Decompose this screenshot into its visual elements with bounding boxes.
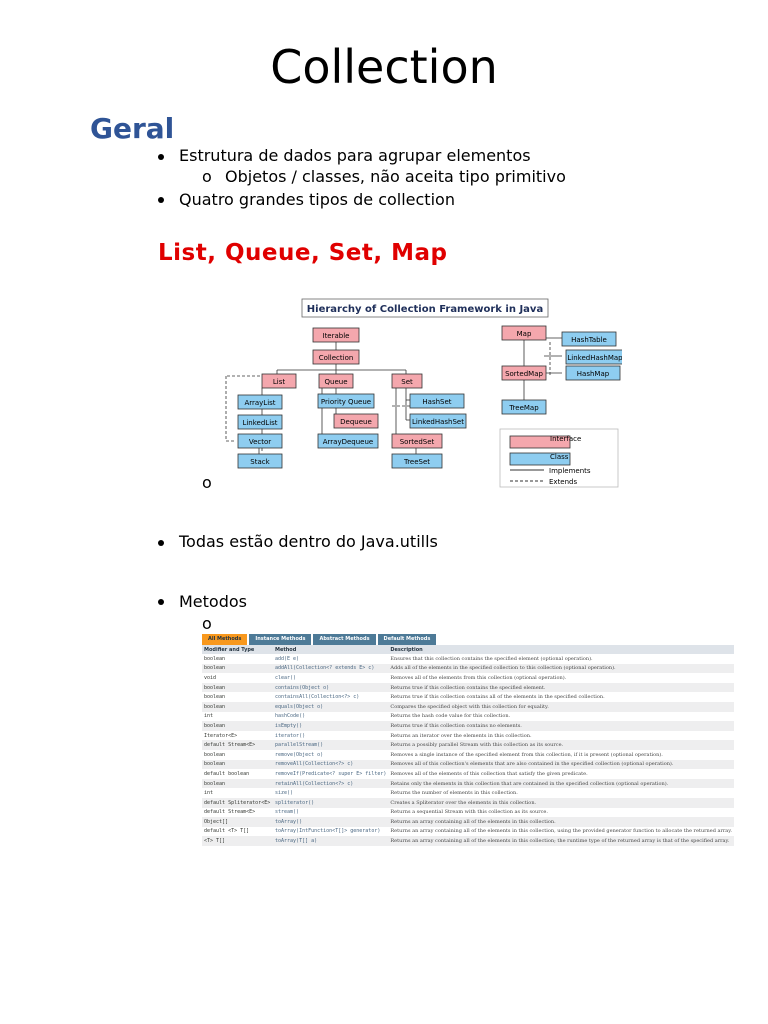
table-row	[202, 683, 734, 693]
method-cell[interactable]: toArray()	[273, 817, 388, 827]
column-header: Method	[273, 645, 388, 654]
description-cell: Removes all of the elements of this collection that satisfy the given predicate.	[388, 769, 734, 779]
modifier-cell: boolean	[202, 779, 273, 789]
modifier-cell: boolean	[202, 702, 273, 712]
diagram-title: Hierarchy of Collection Framework in Java	[306, 304, 544, 315]
method-cell[interactable]: hashCode()	[273, 712, 388, 722]
method-cell[interactable]: iterator()	[273, 731, 388, 741]
description-cell: Removes a single instance of the specified element from this collection, if it is present (optional operation).	[388, 750, 734, 760]
modifier-cell: Object[]	[202, 817, 273, 827]
legend-extends-label: Extends	[549, 478, 578, 486]
tab-abstract-methods[interactable]: Abstract Methods	[313, 634, 375, 645]
legend-implements-label: Implements	[549, 467, 591, 475]
table-row	[202, 750, 734, 760]
modifier-cell: int	[202, 788, 273, 798]
bullet-icon	[158, 154, 164, 160]
table-row	[202, 836, 734, 846]
methods-table	[202, 645, 734, 846]
label-priorityqueue: Priority Queue	[320, 398, 372, 406]
legend-interface-label: Interface	[550, 435, 582, 443]
description-cell: Retains only the elements in this collection that are contained in the specified collection (optional operation).	[388, 779, 734, 789]
table-row	[202, 827, 734, 837]
legend-class-label: Class	[550, 453, 569, 461]
modifier-cell: default Spliterator<E>	[202, 798, 273, 808]
list-item: Quatro grandes tipos de collection	[179, 190, 455, 209]
sub-bullet-marker: o	[202, 473, 212, 492]
description-cell: Returns a possibly parallel Stream with this collection as its source.	[388, 740, 734, 750]
table-row	[202, 664, 734, 674]
label-dequeue: Dequeue	[340, 418, 372, 426]
modifier-cell: boolean	[202, 721, 273, 731]
table-row	[202, 808, 734, 818]
sub-list-item: Objetos / classes, não aceita tipo primitivo	[225, 167, 566, 186]
collection-hierarchy-diagram	[222, 296, 622, 488]
method-cell[interactable]: spliterator()	[273, 798, 388, 808]
section-heading-geral: Geral	[90, 112, 175, 145]
modifier-cell: default Stream<E>	[202, 740, 273, 750]
method-cell[interactable]: containsAll(Collection<?> c)	[273, 692, 388, 702]
label-set: Set	[401, 378, 413, 386]
method-cell[interactable]: toArray(T[] a)	[273, 836, 388, 846]
table-row	[202, 702, 734, 712]
description-cell: Ensures that this collection contains the specified element (optional operation).	[388, 654, 734, 664]
description-cell: Returns an array containing all of the elements in this collection; the runtime type of the returned array is that of the specified array.	[388, 836, 734, 846]
table-row	[202, 721, 734, 731]
description-cell: Returns an iterator over the elements in this collection.	[388, 731, 734, 741]
table-row	[202, 779, 734, 789]
description-cell: Returns an array containing all of the elements in this collection.	[388, 817, 734, 827]
method-cell[interactable]: isEmpty()	[273, 721, 388, 731]
sub-bullet-marker: o	[202, 167, 212, 186]
table-row	[202, 740, 734, 750]
label-treemap: TreeMap	[509, 404, 539, 412]
description-cell: Returns true if this collection contains the specified element.	[388, 683, 734, 693]
method-cell[interactable]: contains(Object o)	[273, 683, 388, 693]
label-arraydequeue: ArrayDequeue	[322, 438, 374, 446]
label-list: List	[272, 378, 286, 386]
table-row	[202, 731, 734, 741]
list-item: Metodos	[179, 592, 247, 611]
description-cell: Returns true if this collection contains no elements.	[388, 721, 734, 731]
modifier-cell: default Stream<E>	[202, 808, 273, 818]
bullet-icon	[158, 197, 164, 203]
label-map: Map	[516, 330, 532, 338]
description-cell: Compares the specified object with this collection for equality.	[388, 702, 734, 712]
modifier-cell: void	[202, 673, 273, 683]
method-cell[interactable]: addAll(Collection<? extends E> c)	[273, 664, 388, 674]
modifier-cell: <T> T[]	[202, 836, 273, 846]
label-linkedhashset: LinkedHashSet	[412, 418, 464, 426]
list-item: Todas estão dentro do Java.utills	[179, 532, 438, 551]
section-heading-types: List, Queue, Set, Map	[158, 240, 448, 266]
label-treeset: TreeSet	[403, 458, 431, 466]
label-sortedset: SortedSet	[399, 438, 435, 446]
table-row	[202, 673, 734, 683]
method-cell[interactable]: size()	[273, 788, 388, 798]
label-linkedlist: LinkedList	[242, 419, 278, 427]
table-row	[202, 760, 734, 770]
modifier-cell: default boolean	[202, 769, 273, 779]
method-cell[interactable]: equals(Object o)	[273, 702, 388, 712]
label-iterable: Iterable	[322, 332, 350, 340]
modifier-cell: boolean	[202, 654, 273, 664]
label-hashtable: HashTable	[571, 336, 607, 344]
column-header: Modifier and Type	[202, 645, 273, 654]
label-linkedhashmap: LinkedHashMap	[567, 354, 622, 362]
bullet-icon	[158, 540, 164, 546]
modifier-cell: boolean	[202, 750, 273, 760]
modifier-cell: Iterator<E>	[202, 731, 273, 741]
label-hashset: HashSet	[422, 398, 452, 406]
column-header: Description	[388, 645, 734, 654]
description-cell: Removes all of this collection's elements that are also contained in the specified collection (optional operation).	[388, 760, 734, 770]
page-title: Collection	[270, 40, 498, 94]
label-queue: Queue	[324, 378, 348, 386]
table-row	[202, 692, 734, 702]
method-cell[interactable]: removeAll(Collection<?> c)	[273, 760, 388, 770]
description-cell: Adds all of the elements in the specified collection to this collection (optional operation).	[388, 664, 734, 674]
description-cell: Removes all of the elements from this collection (optional operation).	[388, 673, 734, 683]
modifier-cell: int	[202, 712, 273, 722]
modifier-cell: boolean	[202, 760, 273, 770]
table-row	[202, 769, 734, 779]
method-cell[interactable]: removeIf(Predicate<? super E> filter)	[274, 770, 387, 777]
method-cell[interactable]: stream()	[273, 808, 388, 818]
description-cell: Returns true if this collection contains all of the elements in the specified collection.	[388, 692, 734, 702]
label-vector: Vector	[248, 438, 272, 446]
modifier-cell: boolean	[202, 692, 273, 702]
table-row	[202, 788, 734, 798]
bullet-icon	[158, 599, 164, 605]
description-cell: Creates a Spliterator over the elements in this collection.	[388, 798, 734, 808]
tab-default-methods[interactable]: Default Methods	[378, 634, 437, 645]
method-cell[interactable]: clear()	[273, 673, 388, 683]
method-cell[interactable]: parallelStream()	[273, 740, 388, 750]
list-item: Estrutura de dados para agrupar elementos	[179, 146, 531, 165]
sub-bullet-marker: o	[202, 614, 212, 633]
label-sortedmap: SortedMap	[505, 370, 543, 378]
table-row	[202, 654, 734, 664]
modifier-cell: boolean	[202, 683, 273, 693]
method-cell[interactable]: add(E e)	[273, 654, 388, 664]
description-cell: Returns the hash code value for this collection.	[388, 712, 734, 722]
methods-table-image	[202, 634, 734, 846]
method-cell[interactable]: retainAll(Collection<?> c)	[273, 779, 388, 789]
method-tabs	[202, 634, 734, 645]
label-stack: Stack	[250, 458, 270, 466]
method-cell[interactable]: toArray(IntFunction<T[]> generator)	[273, 827, 388, 837]
description-cell: Returns the number of elements in this collection.	[388, 788, 734, 798]
label-collection: Collection	[318, 354, 354, 362]
label-hashmap: HashMap	[576, 370, 610, 378]
label-arraylist: ArrayList	[244, 399, 276, 407]
description-cell: Returns an array containing all of the elements in this collection, using the provided generator function to allocate the returned array.	[390, 828, 732, 835]
method-cell[interactable]: remove(Object o)	[273, 750, 388, 760]
table-row	[202, 817, 734, 827]
table-row	[202, 798, 734, 808]
description-cell: Returns a sequential Stream with this collection as its source.	[388, 808, 734, 818]
table-row	[202, 712, 734, 722]
tab-instance-methods[interactable]: Instance Methods	[249, 634, 311, 645]
tab-all-methods[interactable]: All Methods	[202, 634, 247, 645]
modifier-cell: boolean	[202, 664, 273, 674]
modifier-cell: default <T> T[]	[202, 827, 273, 837]
